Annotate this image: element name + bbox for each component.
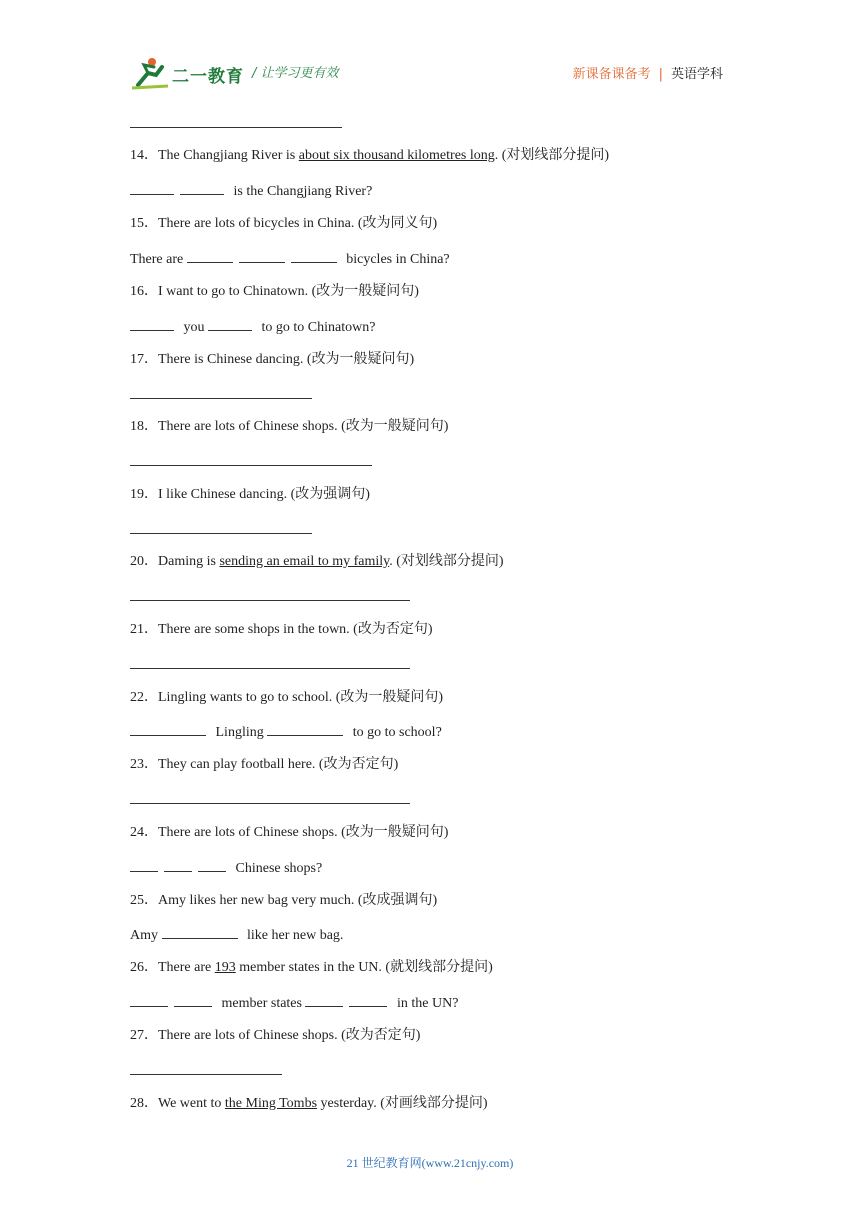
answer-text: you — [180, 320, 208, 335]
question-27 — [130, 1026, 420, 1046]
question-14 — [130, 146, 609, 166]
question-number: 22． — [130, 690, 158, 705]
answer-blank[interactable] — [164, 857, 192, 872]
answer-25 — [130, 924, 343, 946]
question-number: 17． — [130, 352, 158, 367]
answer-text: to go to Chinatown? — [258, 320, 376, 335]
answer-blank[interactable] — [130, 857, 158, 872]
question-number: 15． — [130, 216, 158, 231]
answer-blank[interactable] — [130, 721, 206, 736]
question-number: 19． — [130, 487, 158, 502]
underlined-phrase: about six thousand kilometres long — [298, 148, 495, 163]
question-text: I want to go to Chinatown. (改为一般疑问句) — [158, 284, 419, 299]
question-19 — [130, 485, 370, 505]
answer-line[interactable] — [130, 1074, 282, 1075]
answer-blank[interactable] — [162, 924, 238, 939]
question-text: We went to — [158, 1096, 225, 1111]
answer-16 — [130, 316, 375, 338]
question-text: The Changjiang River is — [158, 148, 299, 163]
brand-logo — [130, 55, 244, 91]
answer-text: Lingling — [212, 725, 268, 740]
question-number: 23． — [130, 757, 158, 772]
question-instruction: member states in the UN. (就划线部分提问) — [235, 960, 493, 975]
question-28 — [130, 1094, 488, 1114]
question-text: I like Chinese dancing. (改为强调句) — [158, 487, 370, 502]
question-text: There are some shops in the town. (改为否定句) — [158, 622, 433, 637]
answer-text: in the UN? — [393, 996, 459, 1011]
question-number: 25． — [130, 893, 158, 908]
question-instruction: . (对划线部分提问) — [389, 554, 504, 569]
answer-15 — [130, 248, 450, 270]
answer-blank[interactable] — [198, 857, 226, 872]
question-24 — [130, 823, 448, 843]
question-text: Lingling wants to go to school. (改为一般疑问句) — [158, 690, 444, 705]
answer-blank[interactable] — [267, 721, 343, 736]
answer-blank[interactable] — [130, 180, 174, 195]
answer-text: bicycles in China? — [342, 252, 450, 267]
question-text: There are lots of Chinese shops. (改为否定句) — [158, 1028, 421, 1043]
answer-blank[interactable] — [239, 248, 285, 263]
page-header — [0, 0, 860, 100]
answer-blank[interactable] — [305, 992, 343, 1007]
answer-blank[interactable] — [130, 992, 168, 1007]
answer-blank[interactable] — [187, 248, 233, 263]
underlined-phrase: 193 — [214, 960, 236, 975]
question-number: 18． — [130, 419, 158, 434]
answer-line[interactable] — [130, 668, 410, 669]
answer-text: Chinese shops? — [232, 861, 323, 876]
question-20 — [130, 552, 504, 572]
answer-text: There are — [130, 252, 187, 267]
underlined-phrase: sending an email to my family — [219, 554, 390, 569]
question-instruction: yesterday. (对画线部分提问) — [317, 1096, 488, 1111]
header-subject — [573, 63, 723, 82]
answer-blank[interactable] — [174, 992, 212, 1007]
logo-text: 二一教育 — [172, 67, 244, 87]
question-number: 26． — [130, 960, 158, 975]
answer-line[interactable] — [130, 533, 312, 534]
header-separator: | — [658, 67, 663, 82]
question-number: 21． — [130, 622, 158, 637]
question-25 — [130, 891, 437, 911]
question-text: There are lots of Chinese shops. (改为一般疑问句) — [158, 825, 449, 840]
question-18 — [130, 417, 448, 437]
question-text: Daming is — [158, 554, 220, 569]
question-instruction: . (对划线部分提问) — [494, 148, 610, 163]
answer-text: like her new bag. — [243, 928, 344, 943]
page-footer: 21 世纪教育网(www.21cnjy.com) — [346, 1156, 514, 1170]
question-26 — [130, 958, 493, 978]
slogan: / 让学习更有效 — [252, 66, 339, 81]
answer-line[interactable] — [130, 600, 410, 601]
header-course-label: 新课备课备考 — [572, 67, 651, 82]
question-number: 28． — [130, 1096, 158, 1111]
answer-line — [130, 127, 342, 128]
answer-26 — [130, 992, 458, 1014]
question-text: There are lots of Chinese shops. (改为一般疑问句) — [158, 419, 449, 434]
question-number: 27． — [130, 1028, 158, 1043]
question-text: They can play football here. (改为否定句) — [158, 757, 399, 772]
question-text: Amy likes her new bag very much. (改成强调句) — [158, 893, 438, 908]
answer-text: is the Changjiang River? — [230, 184, 373, 199]
header-subject-label: 英语学科 — [670, 67, 723, 82]
question-text: There are lots of bicycles in China. (改为同义句) — [158, 216, 438, 231]
question-number: 20． — [130, 554, 158, 569]
question-text: There are — [158, 960, 215, 975]
question-text: There is Chinese dancing. (改为一般疑问句) — [158, 352, 415, 367]
answer-blank[interactable] — [180, 180, 224, 195]
question-21 — [130, 620, 433, 640]
answer-24 — [130, 857, 322, 879]
answer-blank[interactable] — [349, 992, 387, 1007]
runner-logo-icon — [130, 55, 170, 91]
question-22 — [130, 688, 443, 708]
question-16 — [130, 282, 419, 302]
answer-line[interactable] — [130, 465, 372, 466]
question-23 — [130, 755, 398, 775]
answer-text: to go to school? — [349, 725, 442, 740]
question-17 — [130, 350, 414, 370]
question-number: 14． — [130, 148, 158, 163]
answer-blank[interactable] — [291, 248, 337, 263]
question-15 — [130, 214, 437, 234]
answer-blank[interactable] — [208, 316, 252, 331]
question-number: 16． — [130, 284, 158, 299]
answer-22 — [130, 721, 442, 743]
answer-text: Amy — [130, 928, 162, 943]
answer-14 — [130, 180, 372, 202]
answer-line[interactable] — [130, 398, 312, 399]
answer-text: member states — [218, 996, 306, 1011]
underlined-phrase: the Ming Tombs — [224, 1096, 318, 1111]
answer-blank[interactable] — [130, 316, 174, 331]
question-number: 24． — [130, 825, 158, 840]
answer-line[interactable] — [130, 803, 410, 804]
